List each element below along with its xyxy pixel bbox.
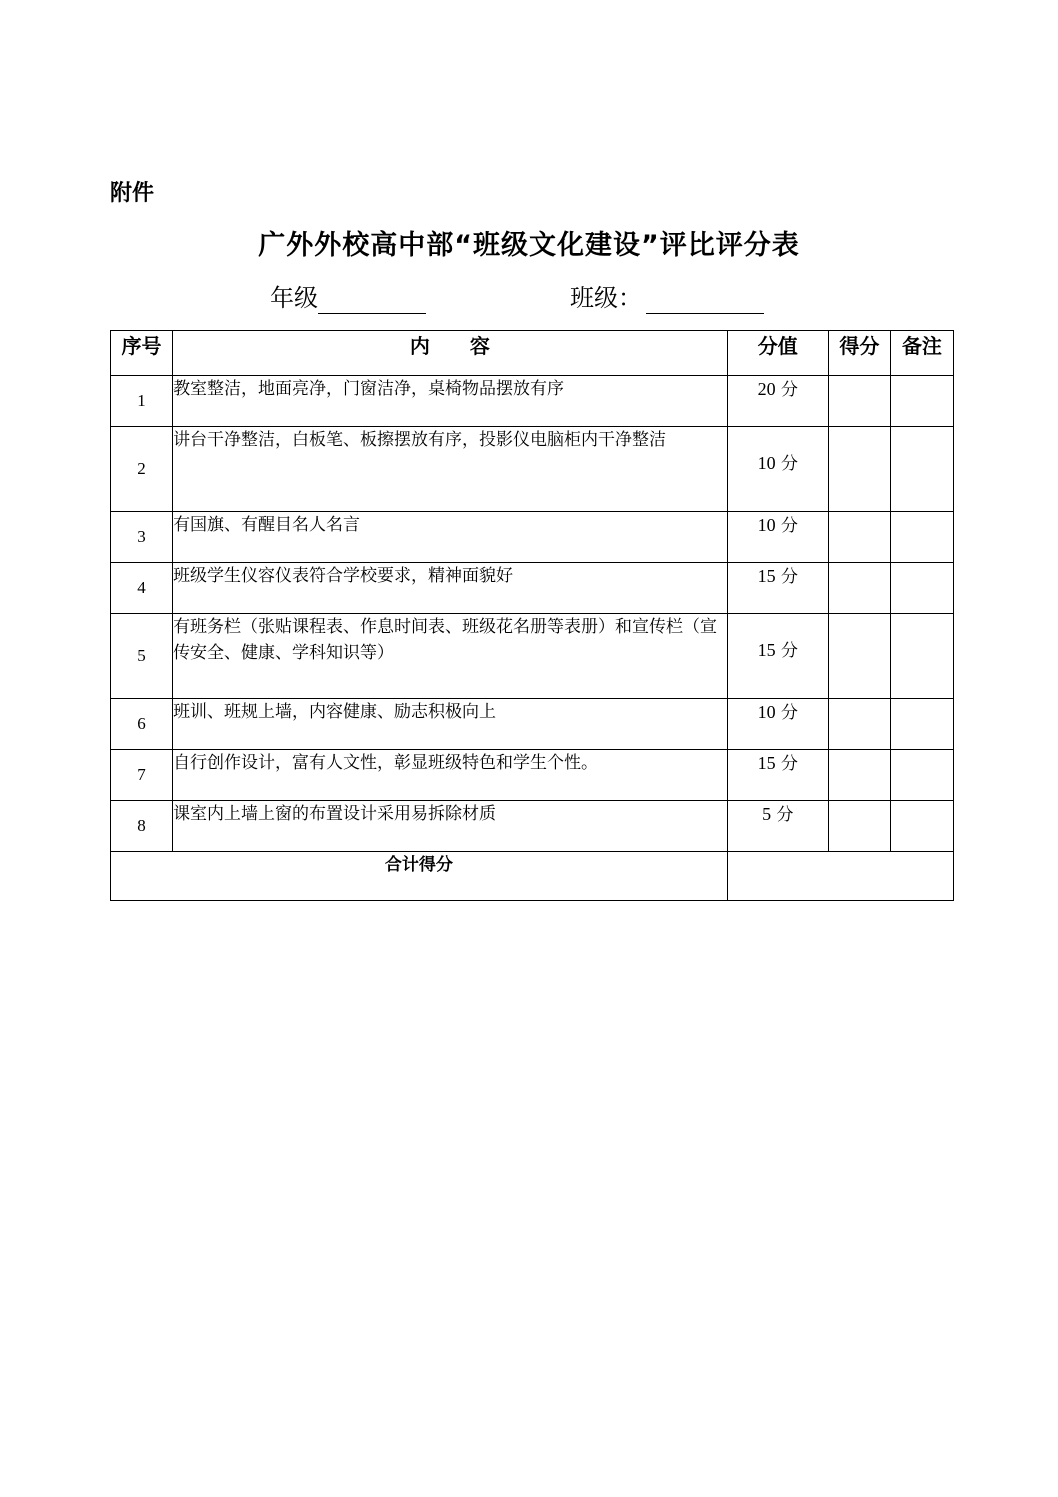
table-row <box>111 750 954 801</box>
row-value <box>727 512 828 563</box>
row-value <box>727 563 828 614</box>
grade-field <box>270 280 426 314</box>
table-row <box>111 427 954 512</box>
row-score-cell[interactable] <box>828 699 890 750</box>
row-number: 7 <box>111 750 173 801</box>
row-number: 1 <box>111 376 173 427</box>
row-note-cell[interactable] <box>890 512 953 563</box>
value-unit: 分 <box>780 567 798 587</box>
row-score-cell[interactable] <box>828 614 890 699</box>
total-label: 合计得分 <box>111 852 728 901</box>
row-content: 讲台干净整洁，白板笔、板擦摆放有序，投影仪电脑柜内干净整洁 <box>173 427 728 512</box>
value-number: 15 <box>757 639 776 660</box>
header-content: 内 容 <box>173 331 728 376</box>
table-header-row <box>111 331 954 376</box>
row-value <box>727 376 828 427</box>
value-number: 15 <box>757 753 776 773</box>
total-row <box>111 852 954 901</box>
row-score-cell[interactable] <box>828 427 890 512</box>
row-content: 教室整洁，地面亮净，门窗洁净，桌椅物品摆放有序 <box>173 376 728 427</box>
value-number: 15 <box>757 566 776 586</box>
value-unit: 分 <box>776 805 794 825</box>
value-number: 20 <box>757 379 776 399</box>
value-number: 10 <box>757 702 776 722</box>
value-unit: 分 <box>780 380 798 400</box>
row-content: 有班务栏（张贴课程表、作息时间表、班级花名册等表册）和宣传栏（宣传安全、健康、学科知识等） <box>173 614 728 699</box>
table-row <box>111 699 954 750</box>
row-value <box>727 801 828 852</box>
row-number: 5 <box>111 614 173 699</box>
row-number: 2 <box>111 427 173 512</box>
row-value <box>727 427 828 512</box>
header-value: 分值 <box>727 331 828 376</box>
value-unit: 分 <box>780 754 798 774</box>
row-content: 自行创作设计，富有人文性，彰显班级特色和学生个性。 <box>173 750 728 801</box>
row-note-cell[interactable] <box>890 750 953 801</box>
row-value <box>727 699 828 750</box>
row-score-cell[interactable] <box>828 563 890 614</box>
row-number: 3 <box>111 512 173 563</box>
table-row <box>111 801 954 852</box>
class-label: 班级： <box>570 284 642 312</box>
value-unit: 分 <box>780 640 798 661</box>
row-content: 班训、班规上墙，内容健康、励志积极向上 <box>173 699 728 750</box>
table-row <box>111 563 954 614</box>
row-note-cell[interactable] <box>890 801 953 852</box>
header-no: 序号 <box>111 331 173 376</box>
class-blank[interactable] <box>646 285 764 314</box>
table-row <box>111 512 954 563</box>
class-field <box>570 280 764 314</box>
row-note-cell[interactable] <box>890 376 953 427</box>
total-score-cell[interactable] <box>727 852 953 901</box>
row-number: 4 <box>111 563 173 614</box>
grade-label: 年级 <box>270 284 318 312</box>
value-number: 10 <box>757 515 776 535</box>
value-number: 5 <box>762 804 772 824</box>
row-value <box>727 750 828 801</box>
grade-blank[interactable] <box>318 285 426 314</box>
value-unit: 分 <box>780 703 798 723</box>
row-score-cell[interactable] <box>828 750 890 801</box>
table-row <box>111 376 954 427</box>
row-note-cell[interactable] <box>890 427 953 512</box>
row-note-cell[interactable] <box>890 699 953 750</box>
row-score-cell[interactable] <box>828 801 890 852</box>
row-note-cell[interactable] <box>890 614 953 699</box>
table-row <box>111 614 954 699</box>
score-table <box>110 330 954 901</box>
row-value <box>727 614 828 699</box>
row-content: 班级学生仪容仪表符合学校要求，精神面貌好 <box>173 563 728 614</box>
value-number: 10 <box>757 452 776 473</box>
row-content: 课室内上墙上窗的布置设计采用易拆除材质 <box>173 801 728 852</box>
attachment-label: 附件 <box>110 181 155 206</box>
row-note-cell[interactable] <box>890 563 953 614</box>
page-title: 广外外校高中部“班级文化建设”评比评分表 <box>258 230 800 261</box>
row-number: 8 <box>111 801 173 852</box>
value-unit: 分 <box>780 453 798 474</box>
row-number: 6 <box>111 699 173 750</box>
value-unit: 分 <box>780 516 798 536</box>
row-score-cell[interactable] <box>828 512 890 563</box>
header-note: 备注 <box>890 331 953 376</box>
header-score: 得分 <box>828 331 890 376</box>
row-content: 有国旗、有醒目名人名言 <box>173 512 728 563</box>
row-score-cell[interactable] <box>828 376 890 427</box>
